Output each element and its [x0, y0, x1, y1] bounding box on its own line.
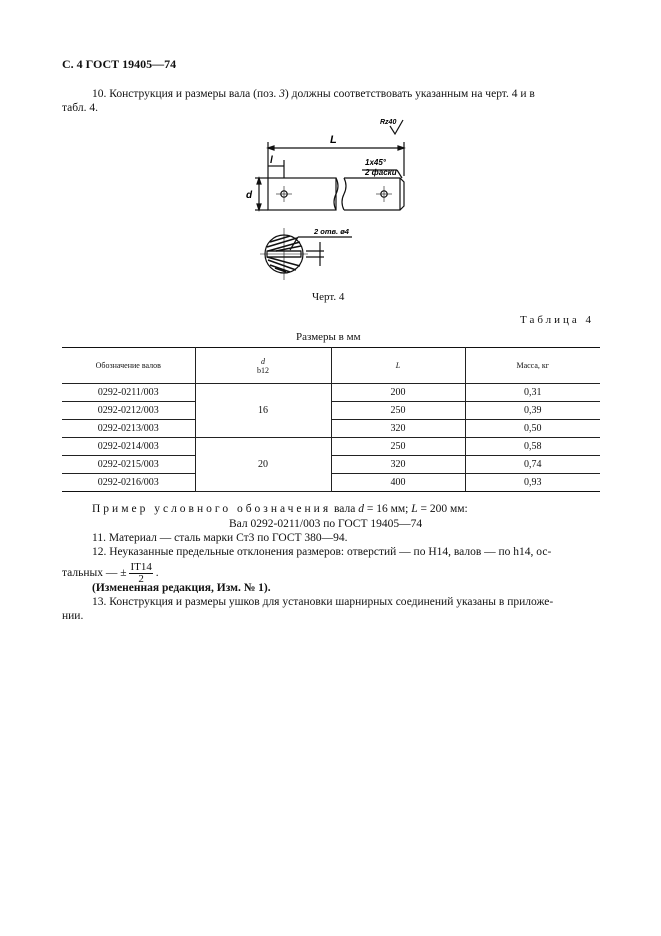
para-12-line1: 12. Неуказанные предельные отклонения размеров: отверстий — по Н14, валов — по h14, ос-	[92, 546, 552, 558]
tolerance-fraction: $\frac{IT14}{2}$	[130, 561, 152, 585]
dim-l-label: l	[270, 155, 273, 166]
table-subtitle: Размеры в мм	[296, 331, 361, 343]
header-L: L	[331, 348, 465, 384]
para-12-line2: тальных — ± $\frac{IT14}{2}$ .	[62, 561, 159, 585]
change-note: (Измененная редакция, Изм. № 1).	[92, 582, 271, 594]
page-header: С. 4 ГОСТ 19405—74	[62, 57, 177, 71]
roughness-label: Rz40	[380, 119, 397, 126]
group-d-20: 20	[195, 438, 331, 492]
header-designation: Обозначение валов	[62, 348, 195, 384]
example-line1: Пример условного обозначения вала d = 16 мм; L = 200 мм:	[92, 503, 468, 515]
table-header-row	[62, 348, 600, 384]
dim-d-label: d	[246, 190, 253, 201]
shaft-table	[62, 347, 600, 492]
table-row: 0292-0216/003 400 0,93	[62, 474, 600, 492]
table-row: 0292-0211/003 16 200 0,31	[62, 384, 600, 402]
para-10-line1: 10. Конструкция и размеры вала (поз. 3) должны соответствовать указанным на черт. 4 и в	[92, 88, 535, 100]
dim-L-label: L	[330, 134, 337, 146]
table-row: 0292-0212/003 250 0,39	[62, 402, 600, 420]
para-13-line1: 13. Конструкция и размеры ушков для установки шарнирных соединений указаны в приложе-	[92, 596, 554, 608]
group-d-16: 16	[195, 384, 331, 438]
para-10-line2: табл. 4.	[62, 102, 98, 114]
chamfer-count-label: 2 фаски	[365, 168, 397, 177]
example-line2: Вал 0292-0211/003 по ГОСТ 19405—74	[229, 518, 423, 530]
cross-section	[260, 228, 308, 280]
para-13-line2: нии.	[62, 610, 84, 622]
table-row: 0292-0214/003 20 250 0,58	[62, 438, 600, 456]
table-row: 0292-0215/003 320 0,74	[62, 456, 600, 474]
para-11: 11. Материал — сталь марки Ст3 по ГОСТ 380—94.	[92, 532, 348, 544]
header-d: d b12	[195, 348, 331, 384]
table-label: Таблица 4	[520, 314, 595, 326]
table-row: 0292-0213/003 320 0,50	[62, 420, 600, 438]
chamfer-size-label: 1x45°	[365, 158, 386, 167]
header-mass: Масса, кг	[465, 348, 600, 384]
shaft-drawing	[240, 112, 420, 284]
figure-caption: Черт. 4	[312, 291, 345, 303]
holes-label: 2 отв. ø4	[314, 227, 349, 236]
